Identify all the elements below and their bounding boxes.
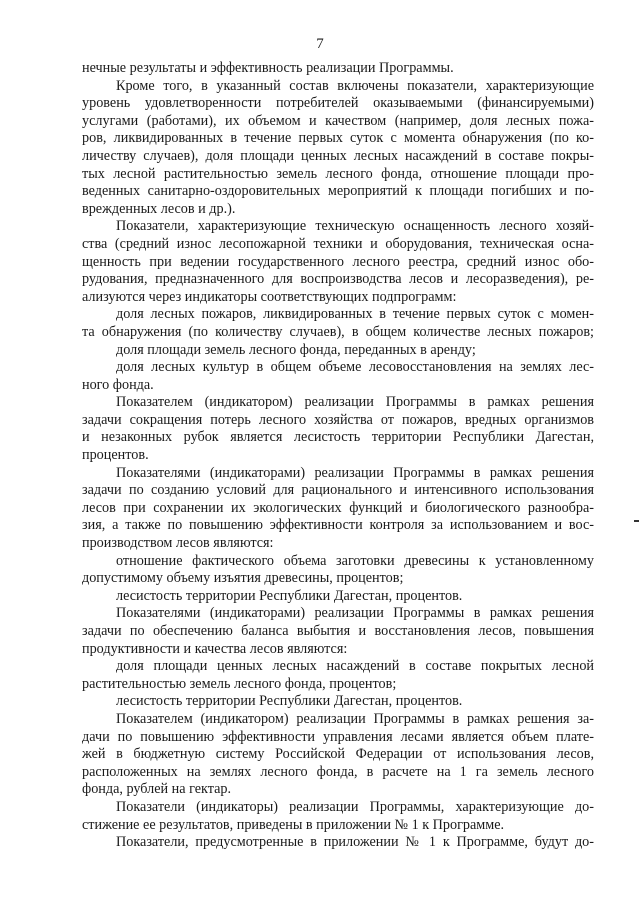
text-line: задачи по обеспечению баланса выбытия и восстановления лесов, повышения <box>82 623 594 639</box>
text-line: дачи по повышению эффективности управления лесами является объем плате- <box>82 728 594 745</box>
text-line: и незаконных рубок является лесистость территории Республики Дагестан, <box>82 429 594 446</box>
text-line: рудования, предназначенного для воспроизводства лесов и лесоразведения), ре- <box>82 271 594 288</box>
text-line: лесистость территории Республики Дагестан, процентов. <box>116 587 463 604</box>
text-line: веденных санитарно-оздоровительных мероприятий к площади погибших и по- <box>82 183 594 200</box>
text-line: задачи по созданию условий для рационального и интенсивного использования <box>82 482 594 499</box>
text-line: Показателями (индикаторами) реализации Программы в рамках решения <box>116 464 594 481</box>
document-body <box>82 60 594 852</box>
text-line: процентов. <box>82 447 149 464</box>
text-line: ализуются через индикаторы соответствующих подпрограмм: <box>82 288 457 305</box>
text-line: доля площади земель лесного фонда, переданных в аренду; <box>116 341 476 358</box>
text-line: Показателем (индикатором) реализации Программы в рамках решения за- <box>116 710 594 727</box>
text-line: стижение ее результатов, приведены в приложении № 1 к Программе. <box>82 816 505 833</box>
text-line: уровень удовлетворенности потребителей оказываемыми (финансируемыми) <box>82 95 594 112</box>
text-line: Показателем (индикатором) реализации Программы в рамках решения <box>116 394 594 411</box>
text-line: ного фонда. <box>82 376 154 393</box>
text-line: Показатели, предусмотренные в приложении № 1 к Программе, будут до- <box>116 834 594 851</box>
text-line: тых лесной растительностью земель лесного фонда, отношение площади про- <box>82 165 594 182</box>
text-line: доля лесных культур в общем объеме лесовосстановления на землях лес- <box>116 359 594 376</box>
text-line: ства (средний износ лесопожарной техники и оборудования, техническая осна- <box>82 235 594 252</box>
text-line: нечные результаты и эффективность реализации Программы. <box>82 60 454 76</box>
text-line: ров, ликвидированных в течение первых суток с момента обнаружения (по ко- <box>82 130 594 147</box>
text-line: врежденных лесов и др.). <box>82 200 236 217</box>
text-line: продуктивности и качества лесов являются: <box>82 640 348 657</box>
text-line: фонда, рублей на гектар. <box>82 781 232 798</box>
text-line: производством лесов являются: <box>82 535 274 552</box>
text-line: та обнаружения (по количеству случаев), в общем количестве лесных пожаров; <box>82 323 594 340</box>
text-line: жей в бюджетную систему Российской Федерации от использования лесов, <box>82 746 594 763</box>
text-line: услугами (работами), их объемом и качеством (например, доля лесных пожа- <box>82 112 594 129</box>
text-line: растительностью земель лесного фонда, процентов; <box>82 675 397 692</box>
text-line: лесов при сохранении их экологических функций и биологического разнообра- <box>82 499 594 516</box>
text-line: Показателями (индикаторами) реализации Программы в рамках решения <box>116 605 594 622</box>
page-number: 7 <box>316 36 324 52</box>
text-line: доля лесных пожаров, ликвидированных в течение первых суток с момен- <box>116 306 594 323</box>
text-line: зия, а также по повышению эффективности контроля за использованием и вос- <box>82 517 594 534</box>
text-line: Показатели (индикаторы) реализации Программы, характеризующие до- <box>116 798 594 815</box>
text-line: задачи сокращения потерь лесного хозяйства от пожаров, вредных организмов <box>82 411 594 428</box>
text-line: лесистость территории Республики Дагестан, процентов. <box>116 693 463 710</box>
text-line: щенность при ведении государственного лесного реестра, средний износ обо- <box>82 253 594 270</box>
text-line: отношение фактического объема заготовки древесины к установленному <box>116 552 594 569</box>
text-line: расположенных на землях лесного фонда, в расчете на 1 га земель лесного <box>82 763 594 780</box>
text-line: доля площади ценных лесных насаждений в составе покрытых лесной <box>116 658 594 675</box>
margin-mark <box>634 520 639 522</box>
text-line: допустимому объему изъятия древесины, процентов; <box>82 570 404 587</box>
text-line: Показатели, характеризующие техническую оснащенность лесного хозяй- <box>116 218 594 235</box>
text-line: Кроме того, в указанный состав включены показатели, характеризующие <box>116 77 594 94</box>
text-line: личеству случаев), доля площади ценных лесных насаждений в составе покры- <box>82 147 594 164</box>
